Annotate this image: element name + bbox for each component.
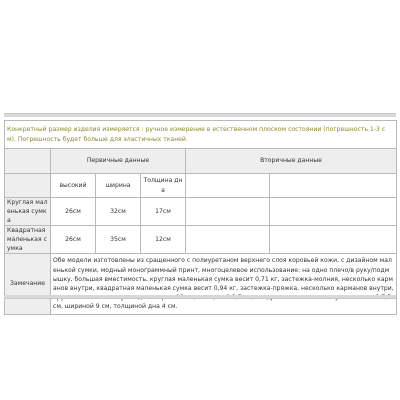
column-header-row — [5, 174, 397, 198]
size-table — [4, 120, 397, 315]
height-value: 26см — [51, 198, 96, 226]
row-label: Квадратная маленькая сумка — [5, 226, 51, 254]
corner-cell-2 — [5, 174, 51, 198]
remarks-row — [5, 254, 397, 315]
bottom-value: 17см — [141, 198, 186, 226]
remarks-text: Обе модели изготовлены из сращенного с полиуретаном верхнего слоя коровьей кожи, с дизайном маленькой сумки, модный монограммный принт, многоцелевое использование: на одно плечо/в руку/подмышку, большая вместимость, круглая маленькая сумка весит 0,71 кг, застежка-молния, несколько карманов внутри, квадратная маленькая сумка весит 0,94 кг, застежка-пряжка, несколько карманов внутри, см, шириной 9 см, толщиной дна 4 см. — [51, 254, 397, 315]
note-row — [5, 121, 397, 149]
column-bottom-thickness: Толщина дна — [141, 174, 186, 198]
table-row — [5, 198, 397, 226]
secondary-value — [270, 226, 397, 254]
secondary-value — [186, 198, 270, 226]
table-row — [5, 226, 397, 254]
secondary-value — [270, 198, 397, 226]
group-header-row — [5, 149, 397, 174]
secondary-value — [186, 226, 270, 254]
primary-data-header: Первичные данные — [51, 149, 186, 174]
corner-cell — [5, 149, 51, 174]
secondary-cell-2 — [270, 174, 397, 198]
column-height: высокий — [51, 174, 96, 198]
column-width: ширина — [96, 174, 141, 198]
measurement-note: Конкретный размер изделия измеряется : ручное измерение в естественном плоском состоянии (погрешность 1-3 см). Погрешность будет больше для эластичных тканей. — [5, 121, 397, 149]
bottom-divider — [4, 295, 396, 299]
top-divider — [4, 113, 396, 117]
width-value: 32см — [96, 198, 141, 226]
width-value: 35см — [96, 226, 141, 254]
secondary-cell-1 — [186, 174, 270, 198]
height-value: 26см — [51, 226, 96, 254]
bottom-value: 12см — [141, 226, 186, 254]
remarks-label: Замечание — [5, 254, 51, 315]
row-label: Круглая маленькая сумка — [5, 198, 51, 226]
secondary-data-header: Вторичные данные — [186, 149, 397, 174]
